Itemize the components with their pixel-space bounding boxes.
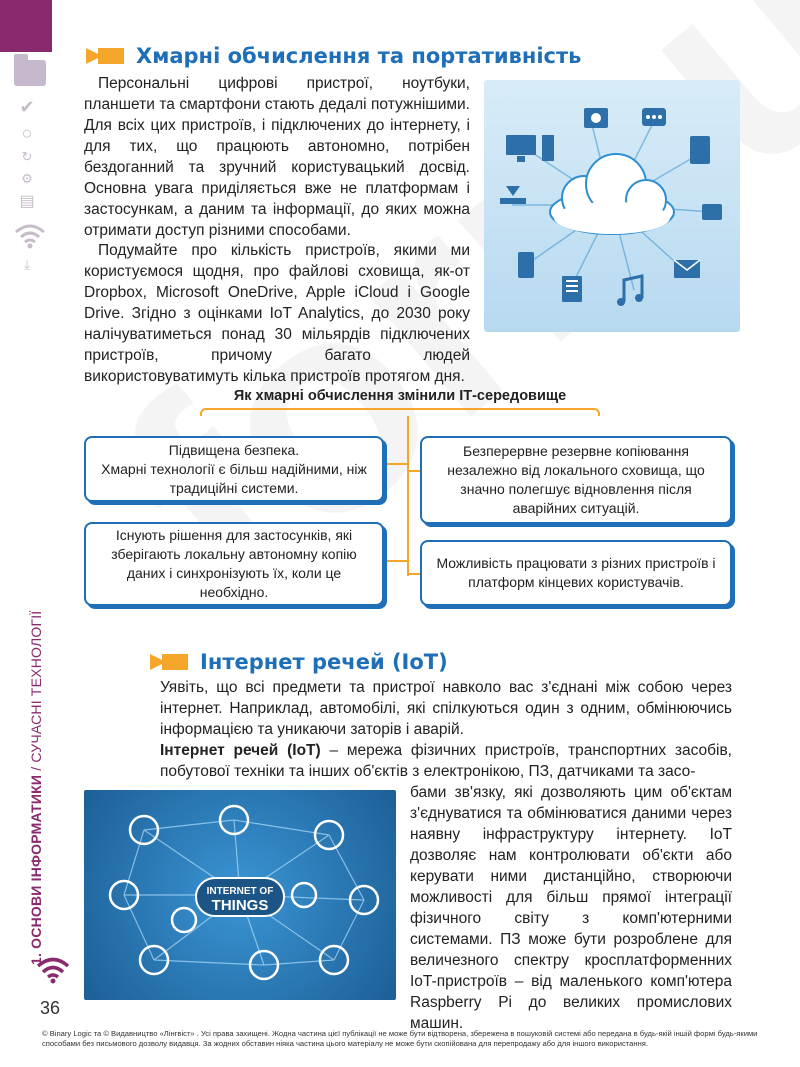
paragraph: Персональні цифрові пристрої, ноутбуки, планшети та смартфони стають дедалі потужнішими. Для всіх цих пристроїв, і підключених до інтернету, і для тих, що працюють автономно, потрібен бездоганний та зручний користувацький досвід. Основна увага приділяється вже не платформам і застосункам, а даним та інформації, до яких можна отримати доступ різними способами. bbox=[84, 75, 470, 239]
section-heading bbox=[86, 44, 581, 68]
diagram-box-text: Підвищена безпека. Хмарні технології є більш надійними, ніж традиційні системи. bbox=[101, 441, 367, 496]
diagram-box-text: Можливість працювати з різних пристроїв і платформ кінцевих користувачів. bbox=[436, 555, 716, 590]
chapter-color-tab bbox=[0, 0, 52, 52]
section-heading bbox=[150, 650, 448, 674]
section-title: Інтернет речей (IoT) bbox=[200, 650, 448, 674]
paragraph: Уявіть, що всі предмети та пристрої навколо вас з'єднані між собою через інтернет. Наприклад, автомобілі, які спілкуються один з одним, обмінюючись інформацією та уникаючи заторів і аварій. bbox=[160, 679, 732, 738]
arrow-icon bbox=[86, 48, 124, 64]
diagram-box-security bbox=[84, 436, 384, 502]
arrow-icon bbox=[150, 654, 188, 670]
page-number: 36 bbox=[40, 998, 61, 1018]
paragraph: бами зв'язку, які дозволяють цим об'єктам з'єднуватися та обмінюватися даними через наявну інфраструктуру інтернету. IoT дозволяє нам контролювати об'єкти або керувати ними дистанційно, створюючи можливості для більш прямої інтеграції фізичного світу з комп'ютерними системами. ПЗ може бути розроблене для величезного спектру кросплатформенних IoT-пристроїв – від маленького комп'ютера Raspberry Pi до великих промислових машин. bbox=[410, 784, 732, 1032]
lightbulb-icon: ○ bbox=[21, 123, 33, 143]
diagram-box-text: Існують рішення для застосунків, які зберігають локальну автономну копію даних і синхронізують їх, коли це необхідно. bbox=[111, 527, 357, 600]
diagram-connector bbox=[384, 463, 407, 465]
diagram-spine bbox=[407, 416, 409, 576]
diagram-box-backup bbox=[420, 436, 732, 524]
diagram-connector bbox=[384, 560, 407, 562]
definition-text: – мережа фізичних пристроїв, транспортних засобів, побутової техніки та інших об'єктів з електронікою, ПЗ, датчиками та засо- bbox=[160, 742, 732, 780]
diagram-box-devices bbox=[420, 540, 732, 606]
copyright-footer: © Binary Logic та © Видавництво «Лінгвіст» . Усі права захищені. Жодна частина цієї публікації не може бути відтворена, збережена в пошуковій системі або передана в будь-якій іншій формі будь-якими способами без письмового дозволу видавця. За жодних обставин ніяка частина цього матеріалу не може бути скопійована для перепродажу або для іншого використання. bbox=[42, 1029, 758, 1048]
internet-of-things-illustration bbox=[84, 790, 396, 1000]
chapter-label: 1. ОСНОВИ ІНФОРМАТИКИ bbox=[28, 774, 44, 965]
section-title: Хмарні обчислення та портативність bbox=[136, 44, 582, 68]
document-icon: ▤ bbox=[19, 193, 35, 210]
diagram-title: Як хмарні обчислення змінили ІТ-середовище bbox=[233, 388, 567, 404]
folder-icon bbox=[14, 60, 46, 86]
download-icon: ⤓ bbox=[24, 257, 30, 272]
paragraph bbox=[160, 740, 732, 782]
diagram-box-sync bbox=[84, 522, 384, 606]
term: Інтернет речей (IoT) bbox=[160, 742, 321, 759]
paragraph: Подумайте про кількість пристроїв, якими ми користуємося щодня, про файлові сховища, як-от Dropbox, Microsoft OneDrive, Apple iCloud і Google Drive. Згідно з оцінками IoT Analytics, до 2030 року налічуватиметься понад 30 мільярдів підключених пристроїв, причому багато людей використовуватимуть кілька пристроїв протягом дня. bbox=[84, 242, 470, 385]
gear-icon: ⚙ bbox=[21, 171, 33, 186]
diagram-bracket bbox=[200, 408, 600, 416]
diagram-box-text: Безперервне резервне копіювання незалежно від локального сховища, що значно полегшує відновлення після аварійних ситуацій. bbox=[447, 443, 705, 516]
wifi-icon bbox=[36, 955, 70, 985]
iot-badge-line1: INTERNET OF bbox=[206, 886, 274, 897]
chapter-side-label bbox=[28, 611, 44, 965]
cloud-computing-illustration bbox=[484, 80, 740, 332]
checkmark-icon: ✔ bbox=[19, 97, 35, 117]
iot-badge-line2: THINGS bbox=[211, 897, 269, 914]
wifi-icon bbox=[14, 222, 46, 250]
refresh-icon: ↻ bbox=[21, 149, 33, 164]
topic-label: / СУЧАСНІ ТЕХНОЛОГІЇ bbox=[28, 610, 44, 775]
